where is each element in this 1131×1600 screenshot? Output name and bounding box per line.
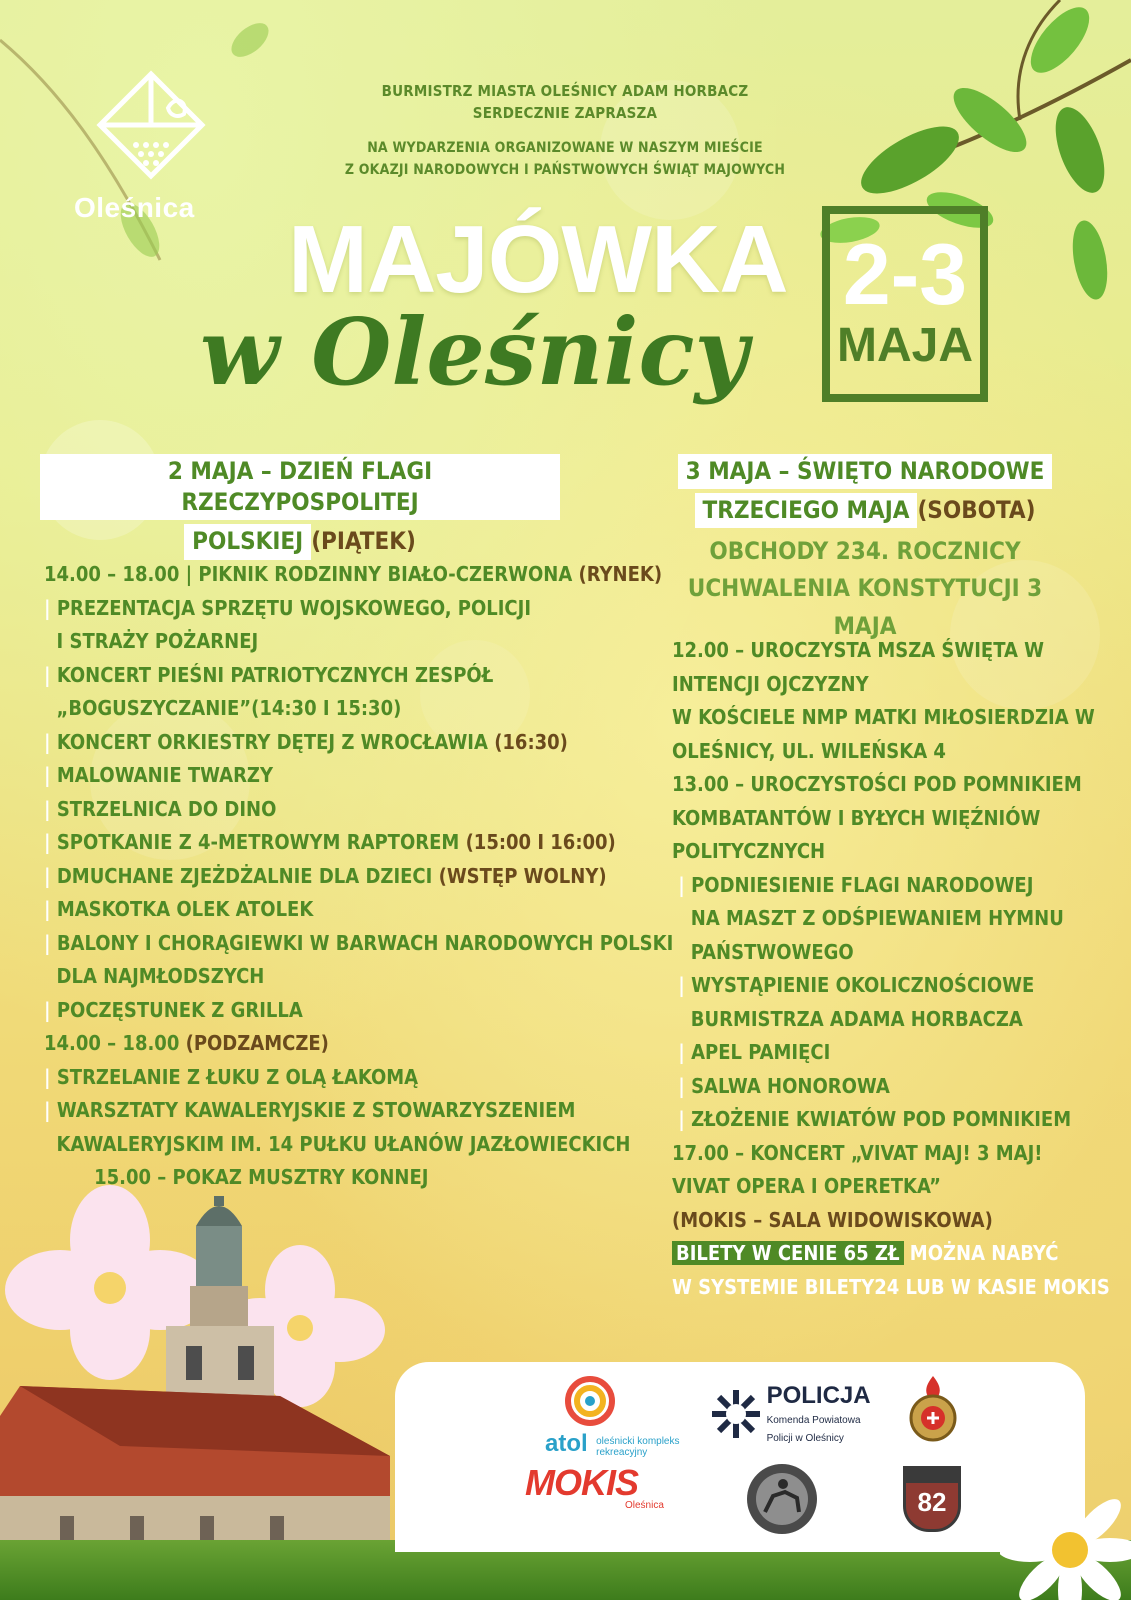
cavalry-association-emblem-icon [745, 1462, 819, 1536]
program-line-white: | [672, 872, 692, 897]
program-line-green: MASKOTKA OLEK ATOLEK [56, 897, 314, 921]
daisy-flower-decoration [1000, 1480, 1131, 1600]
program-line-green: 17.00 – KONCERT „VIVAT MAJ! 3 MAJ! [672, 1140, 1043, 1165]
program-line-white: | [44, 763, 57, 787]
program-line-green: DMUCHANE ZJEŻDŻALNIE DLA DZIECI [56, 863, 439, 888]
program-line [672, 768, 1092, 802]
fire-brigade-emblem-icon [903, 1374, 963, 1446]
program-line-white: | [672, 1107, 692, 1131]
program-line-brown: (16:30) [494, 729, 568, 754]
program-line-green: VIVAT OPERA I OPERETKA” [672, 1174, 941, 1198]
program-line [44, 793, 604, 827]
date-month: MAJA [836, 319, 973, 372]
program-line [44, 960, 604, 994]
program-line-white: | [672, 1040, 692, 1064]
program-line [672, 1271, 1110, 1305]
program-line-white: | [44, 796, 57, 821]
mokis-name: MOKIS [525, 1462, 639, 1503]
program-line-green: INTENCJI OJCZYZNY [672, 671, 869, 696]
program-line-white: | [44, 863, 57, 888]
program-line [672, 1036, 1092, 1070]
program-line-white [44, 964, 57, 988]
program-line-brown: (WSTĘP WOLNY) [438, 863, 607, 888]
program-line-white: | [44, 930, 57, 955]
program-line-brown: (RYNEK) [578, 562, 663, 586]
program-line-green: STRZELANIE Z ŁUKU Z OLĄ ŁAKOMĄ [56, 1064, 419, 1089]
program-line-green: PODNIESIENIE FLAGI NARODOWEJ [691, 872, 1034, 897]
program-line-green: KONCERT PIEŚNI PATRIOTYCZNYCH ZESPÓŁ [56, 662, 494, 687]
program-line-green: 12.00 – UROCZYSTA MSZA ŚWIĘTA W [672, 638, 1044, 662]
program-line [44, 592, 604, 626]
program-line [44, 927, 674, 961]
program-line-white: | [44, 1064, 57, 1089]
day2-subtitle-2: UCHWALENIA KONSTYTUCJI 3 MAJA [687, 573, 1043, 641]
program-line-white: | [44, 729, 57, 754]
program-line [44, 1094, 604, 1128]
date-box [822, 206, 988, 402]
header-line-1: BURMISTRZ MIASTA OLEŚNICY ADAM HORBACZ [381, 82, 749, 100]
header-line-4: Z OKAZJI NARODOWYCH I PAŃSTWOWYCH ŚWIĄT MAJOWYCH [344, 162, 786, 178]
program-line-green: 14.00 – 18.00 [44, 1031, 186, 1055]
day2-program-list [672, 634, 1110, 1304]
mokis-sub: Oleśnica [625, 1500, 664, 1511]
program-line [672, 802, 1092, 836]
program-line-green: APEL PAMIĘCI [691, 1040, 831, 1064]
policja-sub-2: Policji w Oleśnicy [766, 1433, 844, 1444]
program-line-white [44, 696, 57, 720]
regiment-number: 82 [917, 1487, 947, 1517]
program-line [672, 1204, 1092, 1238]
policja-logo [710, 1382, 880, 1446]
program-line [672, 1237, 1092, 1271]
program-line [672, 1103, 1092, 1137]
program-line-brown: (15:00 I 16:00) [465, 830, 616, 854]
program-line-green: PREZENTACJA SPRZĘTU WOJSKOWEGO, POLICJI [56, 595, 532, 620]
program-line-white [672, 906, 691, 930]
program-line-highlight: BILETY W CENIE 65 ZŁ [672, 1241, 904, 1265]
program-line-white [44, 629, 57, 653]
program-line-brown: (MOKIS – SALA WIDOWISKOWA) [672, 1207, 993, 1232]
program-line [44, 1027, 604, 1061]
program-line [44, 726, 604, 760]
program-line [44, 994, 604, 1028]
program-line-green: KOMBATANTÓW I BYŁYCH WIĘŹNIÓW [672, 805, 1041, 830]
atol-swirl-icon [565, 1376, 615, 1426]
policja-sub-1: Komenda Powiatowa [766, 1415, 861, 1426]
program-line-white: | [44, 830, 57, 854]
program-line-green: SALWA HONOROWA [691, 1073, 890, 1098]
program-line-green: PAŃSTWOWEGO [690, 939, 854, 964]
program-line-white [672, 1007, 691, 1031]
program-line-green: W KOŚCIELE NMP MATKI MIŁOSIERDZIA W [672, 705, 1095, 729]
program-line [672, 1170, 1092, 1204]
atol-sub-2: rekreacyjny [596, 1446, 648, 1458]
regiment-82-emblem [903, 1466, 961, 1532]
atol-logo [545, 1376, 695, 1458]
program-line [44, 659, 604, 693]
program-line [44, 759, 604, 793]
program-line-green: 13.00 – UROCZYSTOŚCI POD POMNIKIEM [672, 772, 1082, 796]
title-line-1: MAJÓWKA [288, 206, 788, 313]
program-line [672, 936, 1092, 970]
day2-heading-line-1: 3 MAJA – ŚWIĘTO NARODOWE [678, 454, 1053, 489]
program-line-green: WYSTĄPIENIE OKOLICZNOŚCIOWE [691, 973, 1035, 997]
atol-name: atol [545, 1430, 588, 1457]
program-line-green: DLA NAJMŁODSZYCH [56, 964, 265, 988]
program-line-white: | [44, 997, 57, 1022]
day2-heading-line-2: TRZECIEGO MAJA [695, 493, 918, 528]
program-line [672, 701, 1095, 735]
day1-heading-day: (PIĄTEK) [311, 527, 416, 556]
program-line-green: ZŁOŻENIE KWIATÓW POD POMNIKIEM [691, 1107, 1072, 1131]
day2-heading-day: (SOBOTA) [917, 496, 1036, 525]
program-line-white: | [672, 1073, 692, 1098]
sponsors-panel [395, 1362, 1085, 1552]
date-days: 2-3 [842, 227, 968, 323]
program-line-green: KONCERT ORKIESTRY DĘTEJ Z WROCŁAWIA [56, 729, 495, 754]
program-line [44, 692, 604, 726]
program-line [672, 668, 1092, 702]
program-line-green: KAWALERYJSKIM IM. 14 PUŁKU UŁANÓW JAZŁOWIECKICH [56, 1131, 631, 1156]
olesnica-logo-icon [96, 70, 206, 180]
program-line-green: SPOTKANIE Z 4-METROWYM RAPTOREM [56, 830, 466, 854]
program-line [44, 625, 604, 659]
program-line-brown: (PODZAMCZE) [185, 1031, 329, 1055]
program-line [672, 869, 1092, 903]
program-line-white: | [44, 662, 57, 687]
program-line-green: STRZELNICA DO DINO [56, 796, 277, 821]
program-line-green: MALOWANIE TWARZY [56, 763, 273, 787]
program-line [44, 826, 616, 860]
program-line [672, 902, 1092, 936]
program-line-white: | [672, 973, 692, 997]
program-line-green: I STRAŻY POŻARNEJ [56, 629, 259, 653]
day2-heading [655, 454, 1075, 646]
program-line [672, 1070, 1092, 1104]
program-line-white: W SYSTEMIE BILETY24 LUB W KASIE MOKIS [672, 1274, 1110, 1299]
program-line-green: POLITYCZNYCH [672, 839, 826, 863]
program-line-white [44, 1132, 57, 1156]
program-line-white: | [44, 1098, 57, 1122]
police-star-icon [710, 1388, 762, 1440]
program-line-green: BALONY I CHORĄGIEWKI W BARWACH NARODOWYCH POLSKI [56, 930, 674, 955]
logo-name: Oleśnica [74, 192, 195, 223]
program-line-white: | [44, 897, 57, 921]
program-line-green: POCZĘSTUNEK Z GRILLA [56, 997, 303, 1022]
header-line-3: NA WYDARZENIA ORGANIZOWANE W NASZYM MIEŚCIE [367, 140, 763, 156]
title-line-2: w Oleśnicy [200, 298, 748, 406]
program-line [44, 1128, 631, 1162]
program-line [44, 860, 607, 894]
day1-heading [40, 454, 560, 560]
day1-program-list [44, 558, 674, 1195]
program-line [672, 1003, 1092, 1037]
program-line [672, 835, 1092, 869]
program-line [44, 1061, 604, 1095]
program-line-green: BURMISTRZA ADAMA HORBACZA [690, 1006, 1023, 1031]
mokis-logo [525, 1462, 685, 1511]
program-line [672, 634, 1092, 668]
program-line-green: „BOGUSZYCZANIE”(14:30 I 15:30) [56, 696, 402, 720]
program-line-green: WARSZTATY KAWALERYJSKIE Z STOWARZYSZENIEM [56, 1098, 576, 1122]
program-line-white [672, 940, 691, 964]
day1-heading-line-2: POLSKIEJ [184, 524, 311, 559]
program-line-white: | [44, 595, 57, 620]
program-line-green: 15.00 – POKAZ MUSZTRY KONNEJ [94, 1165, 429, 1189]
atol-sub-1: oleśnicki kompleks [596, 1435, 680, 1447]
day2-subtitle-1: OBCHODY 234. ROCZNICY [709, 537, 1021, 566]
program-line-white: MOŻNA NABYĆ [903, 1241, 1059, 1265]
program-line [672, 969, 1092, 1003]
header-line-2: SERDECZNIE ZAPRASZA [472, 104, 658, 122]
program-line-green: OLEŚNICY, UL. WILEŃSKA 4 [672, 738, 946, 763]
day1-heading-line-1: 2 MAJA – DZIEŃ FLAGI RZECZYPOSPOLITEJ [40, 454, 560, 520]
program-line [672, 1137, 1092, 1171]
program-line [44, 558, 663, 592]
program-line [672, 735, 1092, 769]
policja-name: POLICJA [766, 1382, 871, 1409]
program-line [44, 893, 604, 927]
program-line-green: NA MASZT Z ODŚPIEWANIEM HYMNU [690, 906, 1064, 930]
program-line-green: 14.00 – 18.00 | PIKNIK RODZINNY BIAŁO-CZERWONA [44, 562, 579, 586]
